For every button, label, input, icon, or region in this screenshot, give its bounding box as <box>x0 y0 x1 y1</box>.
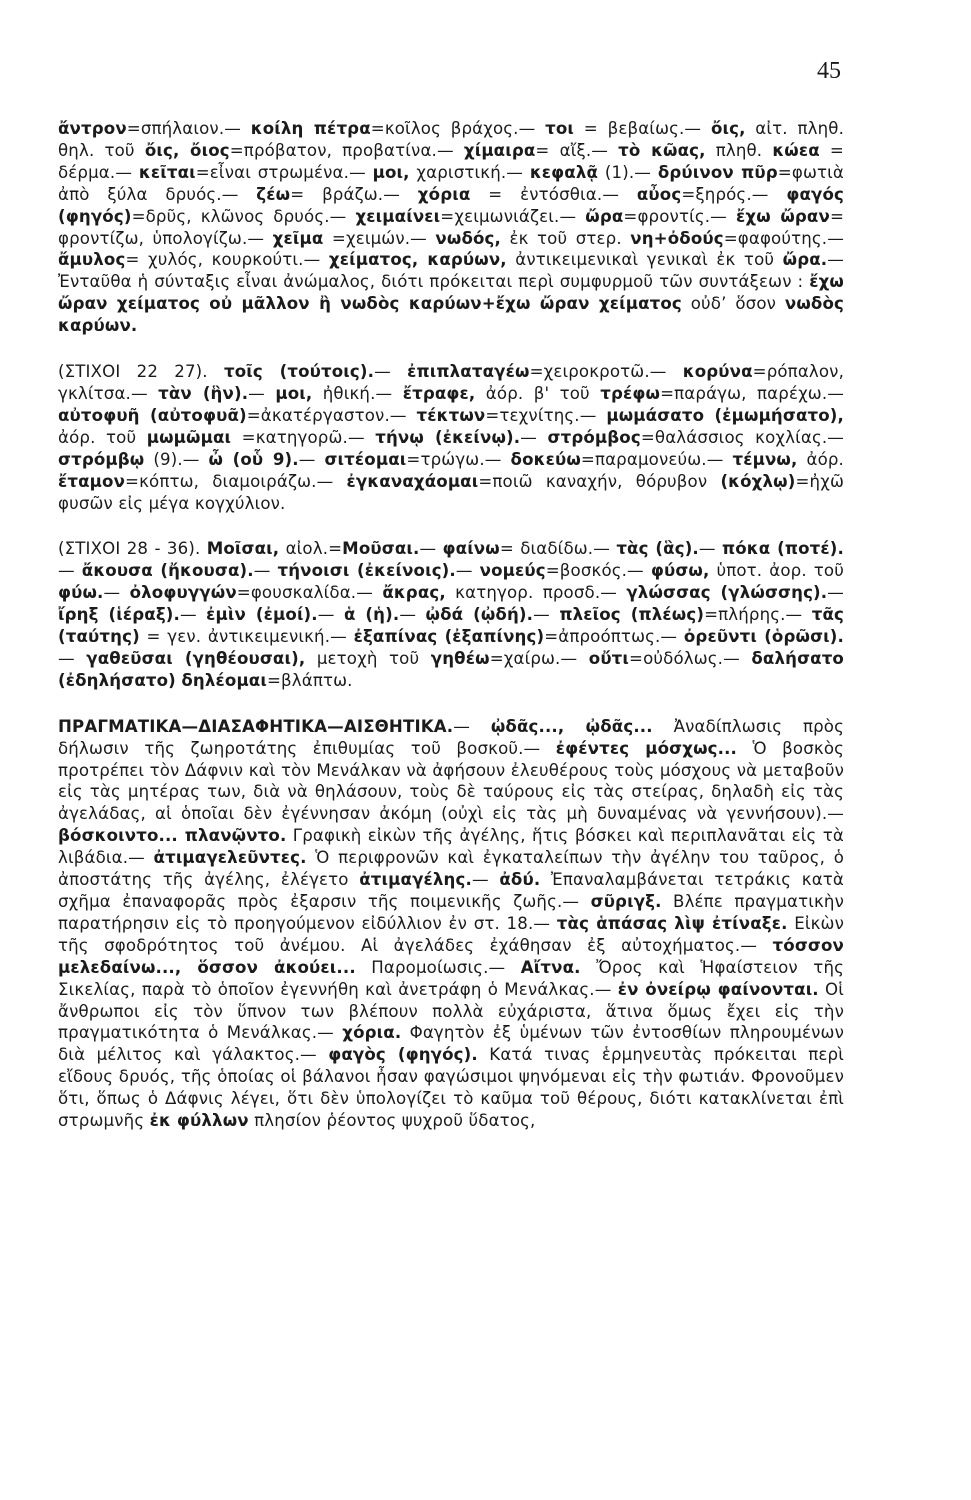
text-run: = αἴξ.— <box>535 140 619 160</box>
text-run: ἀόρ. τοῦ <box>58 427 147 447</box>
bold-term: τὸ κῶας, <box>618 140 706 160</box>
bold-term: ἔταμον <box>58 471 126 491</box>
text-run: — <box>453 716 491 736</box>
bold-term: γηθέω <box>430 648 490 668</box>
bold-term: τὰς (ἃς). <box>616 539 699 559</box>
text-run: = χυλός, κουρκούτι.— <box>125 250 329 270</box>
paragraph-verses-28-36 <box>58 538 844 691</box>
text-run: =κατηγορῶ.— <box>231 427 376 447</box>
text-run: — <box>419 539 443 559</box>
bold-term: φύω. <box>58 583 104 603</box>
text-run: — <box>374 362 408 382</box>
text-run: =κοῖλος βράχος.— <box>370 119 546 138</box>
text-run: — <box>58 648 87 668</box>
bold-term: ὤρα. <box>782 250 828 270</box>
text-run: κατηγορ. προσδ.— <box>445 583 627 603</box>
bold-term: δρύινον πῦρ <box>657 162 778 182</box>
bold-term: τρέφω <box>600 383 661 403</box>
bold-term: κοίλη πέτρα <box>250 119 371 138</box>
bold-term: τήνοισι (ἐκείνοις). <box>277 561 456 581</box>
bold-term: φύσω, <box>650 561 710 581</box>
text-run: = ἐντόσθια.— <box>470 184 637 204</box>
text-run: Ὁ περιφρονῶν καὶ ἐγκαταλείπων τὴν ἀγέλην του ταῦρος, ὁ ἀποστάτης τῆς ἀγέλης, ἐλέγετο <box>58 848 844 890</box>
bold-term: νωδὸς καρύων. <box>58 294 844 336</box>
text-run: = φροντίζω, ὑπολογίζω.— <box>58 206 844 248</box>
bold-term: φαίνω <box>442 539 500 559</box>
text-run: — <box>520 427 548 447</box>
bold-term: χίμαιρα <box>463 140 536 160</box>
text-run: =πλήρης.— <box>704 605 812 625</box>
bold-term: τοι <box>545 119 575 138</box>
text-run: =εἶναι στρωμένα.— <box>195 162 373 182</box>
text-run: — <box>317 605 344 625</box>
text-run: =ἀπροόπτως.— <box>544 627 684 647</box>
bold-term: αὖος <box>636 184 682 204</box>
text-run: =παραμονεύω.— <box>580 449 733 469</box>
text-run: — <box>179 605 207 625</box>
bold-term: ὤρα <box>585 206 624 226</box>
paragraph-glossary-verses-1-21 <box>58 118 844 337</box>
text-run: =τεχνίτης.— <box>485 405 607 425</box>
bold-term: οὔτι <box>588 648 630 668</box>
text-run: πλησίον ῥέοντος ψυχροῦ ὕδατος, <box>248 1111 536 1131</box>
text-run: Βλέπε πραγματικὴν παρατήρησιν εἰς τὸ προηγούμενον εἰδύλλιον ἐν στ. 18.— <box>58 892 844 933</box>
text-run: (ΣΤΙΧΟΙ 22 27). <box>58 362 224 382</box>
text-run: — <box>827 583 844 603</box>
bold-term: ὦ (οὗ 9). <box>208 449 299 469</box>
page-number: 45 <box>817 58 841 84</box>
bold-term: (κόχλῳ) <box>720 471 796 491</box>
bold-term: πλεῖος (πλέως) <box>559 605 705 625</box>
text-run: =φουσκαλίδα.— <box>236 583 383 603</box>
text-run: =ἠχῶ φυσῶν εἰς μέγα κογχύλιον. <box>58 471 844 513</box>
text-run: =κόπτω, διαμοιράζω.— <box>125 471 347 491</box>
bold-term: ΠΡΑΓΜΑΤΙΚΑ—ΔΙΑΣΑΦΗΤΙΚΑ—ΑΙΣΘΗΤΙΚΑ. <box>58 716 454 736</box>
text-run: μετοχὴ τοῦ <box>305 648 431 668</box>
text-run: — Ἐνταῦθα ἡ σύνταξις εἶναι ἀνώμαλος, διότι πρόκειται περὶ συμφυρμοῦ τῶν συντάξεων : <box>58 250 845 292</box>
bold-term: χεῖμα <box>272 228 324 248</box>
bold-term: τέκτων <box>416 405 486 425</box>
bold-term: ἄκουσα (ἤκουσα). <box>81 561 254 581</box>
bold-term: κώεα <box>772 140 820 160</box>
text-run: Κατά τινας ἑρμηνευτὰς πρόκειται περὶ εἴδους δρυός, τῆς ὁποίας οἱ βάλανοι ἦσαν φαγώσιμοι ψηνόμεναι εἰς τὴν φωτιάν. Φρονοῦμεν ὅτι, ὅπως ὁ Δάφνις λέγει, ὅτι δὲν ὑπολογίζει τὸ καῦμα τοῦ θέρους, διότι κατακλίνεται ἐπὶ στρωμνῆς <box>58 1045 844 1131</box>
text-run: =θαλάσσιος κοχλίας.— <box>640 427 844 447</box>
text-run: χαριστική.— <box>409 162 530 182</box>
bold-term: ἐφέντες μόσχως... <box>555 738 737 758</box>
text-run: =χειροκροτῶ.— <box>529 362 683 382</box>
text-run: =δρῦς, κλῶνος δρυός.— <box>131 206 356 226</box>
text-run: =βοσκός.— <box>545 561 651 581</box>
bold-term: δαλήσατο (ἐδηλήσατο) <box>58 648 844 690</box>
text-run: — <box>399 605 426 625</box>
bold-term: ὄις, <box>710 119 746 138</box>
text-run: (9).— <box>144 449 209 469</box>
bold-term: ὀρεῦντι (ὁρῶσι). <box>683 627 844 647</box>
text-run: Φαγητὸν ἐξ ὑμένων τῶν ἐντοσθίων πληρουμένων διὰ μέλιτος καὶ γάλακτος.— <box>58 1023 844 1065</box>
bold-term: φαγός (φηγός) <box>58 184 844 226</box>
bold-term: χείματος, καρύων, <box>328 250 507 270</box>
bold-term: τέμνω, <box>732 449 798 469</box>
bold-term: ἐξαπίνας (ἐξαπίνης) <box>353 627 545 647</box>
text-run: — <box>455 561 480 581</box>
bold-term: ἐγκαναχάομαι <box>346 471 479 491</box>
text-run: = βράζω.— <box>290 184 418 204</box>
text-run: — <box>298 449 325 469</box>
bold-term: ᾠδᾶς..., ᾠδᾶς... <box>490 716 653 736</box>
text-run: Ὄρος καὶ Ἡφαίστειον τῆς Σικελίας, παρὰ τὸ ὁποῖον ἐγεννήθη καὶ ἀνετράφη ὁ Μενάλκας.— <box>58 957 844 999</box>
bold-term: χόρια <box>417 184 471 204</box>
text-run: πληθ. <box>705 140 773 160</box>
text-run: =ποιῶ καναχήν, θόρυβον <box>478 471 721 491</box>
text-run: Οἱ ἄνθρωποι εἰς τὸν ὕπνον των βλέπουν πολλὰ εὐχάριστα, ἅτινα ὅμως ἔχει εἰς τὴν πραγματικότητα ὁ Μενάλκας.— <box>58 979 844 1043</box>
text-run: — <box>103 583 130 603</box>
paragraph-commentary <box>58 716 844 1132</box>
bold-term: ἔχω ὤραν χείματος οὐ μᾶλλον ἢ νωδὸς καρύων+ἔχω ὤραν χείματος <box>58 272 844 314</box>
text-run: (ΣΤΙΧΟΙ 28 - 36). <box>58 539 207 559</box>
bold-term: στρόμβος <box>547 427 641 447</box>
text-run: αἰολ.= <box>279 539 343 559</box>
paragraph-verses-22-27 <box>58 361 844 514</box>
bold-term: ᾠδά (ᾠδή). <box>425 605 534 625</box>
text-run: = δέρμα.— <box>58 140 844 182</box>
bold-term: ἀτιμαγελεῦντες. <box>153 848 307 868</box>
text-run: ἠθική.— <box>312 383 403 403</box>
text-run: Ἀναδίπλωσις πρὸς δήλωσιν τῆς ζωηροτάτης ἐπιθυμίας τοῦ βοσκοῦ.— <box>58 716 844 758</box>
bold-term: τὰς ἁπάσας λὶψ ἐτίναξε. <box>556 913 788 933</box>
bold-term: στρόμβῳ <box>58 449 145 469</box>
bold-term: Αἴτνα. <box>520 957 581 977</box>
text-run: οὐδ’ ὅσον <box>681 294 785 314</box>
bold-term: ἐκ φύλλων <box>149 1111 249 1131</box>
bold-term: τοῖς (τούτοις). <box>223 362 375 382</box>
bold-term: δοκεύω <box>510 449 581 469</box>
bold-term: μοι, <box>372 162 410 182</box>
bold-term: Μοῖσαι, <box>206 539 280 559</box>
bold-term: ἀδύ. <box>499 870 541 890</box>
text-run: =φωτιὰ ἀπὸ ξύλα δρυός.— <box>58 162 844 204</box>
bold-term: σιτέομαι <box>324 449 407 469</box>
bold-term: ἀτιμαγέλης. <box>359 870 472 890</box>
text-run: Ἐπαναλαμβάνεται τετράκις κατὰ σχῆμα ἐπαναφορᾶς πρὸς ἐξαρσιν τῆς ποιμενικῆς ζωῆς.— <box>58 870 845 911</box>
bold-term: ἔχω ὤραν <box>735 206 830 226</box>
bold-term: ὀλοφυγγών <box>129 583 237 603</box>
text-run: =βλάπτω. <box>266 670 353 690</box>
bold-term: μωμάσατο (ἐμωμήσατο), <box>606 405 844 425</box>
bold-term: φαγὸς (φηγός). <box>328 1045 478 1065</box>
bold-term: χειμαίνει <box>355 206 441 226</box>
text-run: — <box>253 561 278 581</box>
bold-term: αὐτοφυῆ (αὐτοφυᾶ) <box>58 405 247 425</box>
text-run: =σπήλαιον.— <box>126 119 251 138</box>
bold-term: νωδός, <box>435 228 501 248</box>
text-run: =φροντίς.— <box>623 206 736 226</box>
bold-term: τόσσον μελεδαίνω..., ὅσσον ἀκούει... <box>58 935 844 977</box>
bold-term: ἄμυλος <box>58 250 126 270</box>
text-run: Γραφικὴ εἰκὼν τῆς ἀγέλης, ἥτις βόσκει καὶ περιπλανᾶται εἰς τὰ λιβάδια.— <box>58 826 844 868</box>
text-run: — <box>533 605 560 625</box>
text-run: Ὁ βοσκὸς προτρέπει τὸν Δάφνιν καὶ τὸν Μενάλκαν νὰ ἀφήσουν ἐλευθέρους τοὺς μόσχους νὰ μεταβοῦν εἰς τὰς μητέρας των, διὰ νὰ θηλάσουν, τοὺς δὲ ταύρους εἰς τὰς στείρας, δηλαδὴ εἰς τὰς ἀγελάδας, αἱ ὁποῖαι δὲν ἐγέννησαν ἀκόμη (οὐχὶ εἰς τὰς μὴ δυναμένας νὰ γεννήσουν).— <box>58 738 845 824</box>
bold-term: τήνῳ (ἐκείνῳ). <box>375 427 521 447</box>
text-run: Παρομοίωσις.— <box>355 957 521 977</box>
bold-term: ἔτραφε, <box>402 383 476 403</box>
text-run: ἀντικειμενικαὶ γενικαὶ ἐκ τοῦ <box>506 250 783 270</box>
text-run: =χειμών.— <box>323 228 436 248</box>
bold-term: νη+ὀδούς <box>630 228 724 248</box>
bold-term: πόκα (ποτέ). <box>721 539 844 559</box>
bold-term: ζέω <box>256 184 291 204</box>
bold-term: χόρια. <box>342 1023 402 1043</box>
text-run: ἀόρ. β' τοῦ <box>475 383 601 403</box>
bold-term: γαθεῦσαι (γηθέουσαι), <box>86 648 306 668</box>
body-text <box>58 118 844 1132</box>
bold-term: ἐμὶν (ἐμοί). <box>206 605 318 625</box>
text-run: ὑποτ. ἀορ. τοῦ <box>709 561 844 581</box>
bold-term: κεφαλᾷ <box>529 162 599 182</box>
text-run: =ξηρός.— <box>681 184 787 204</box>
bold-term: ὄις, ὄιος <box>144 140 230 160</box>
text-run: =ρόπαλον, γκλίτσα.— <box>58 362 845 403</box>
bold-term: μωμῶμαι <box>146 427 232 447</box>
bold-term: τᾶς (ταύτης) <box>58 605 845 647</box>
text-run: αἰτ. πληθ. θηλ. τοῦ <box>58 119 844 160</box>
text-run: = διαδίδω.— <box>499 539 617 559</box>
text-run: =ἀκατέργαστον.— <box>246 405 417 425</box>
bold-term: κεῖται <box>138 162 196 182</box>
bold-term: νομεύς <box>479 561 546 581</box>
text-run: ἐκ τοῦ στερ. <box>501 228 631 248</box>
bold-term: μοι, <box>275 383 313 403</box>
text-run: — <box>248 383 276 403</box>
bold-term: δηλέομαι <box>181 670 267 690</box>
text-run: =πρόβατον, προβατίνα.— <box>229 140 464 160</box>
bold-term: σῦριγξ. <box>590 892 662 911</box>
bold-term: ἴρηξ (ἱέραξ). <box>58 605 180 625</box>
bold-term: τὰν (ἣν). <box>158 383 249 403</box>
text-run: =οὐδόλως.— <box>629 648 752 668</box>
bold-term: ἐν ὀνείρῳ φαίνονται. <box>617 979 819 999</box>
text-run: — <box>698 539 722 559</box>
text-run: (1).— <box>598 162 658 182</box>
text-run: — <box>58 561 82 581</box>
text-run: =χειμωνιάζει.— <box>440 206 586 226</box>
bold-term: ἄντρον <box>58 119 127 138</box>
bold-term: ἄκρας, <box>382 583 446 603</box>
text-run: = βεβαίως.— <box>574 119 711 138</box>
bold-term: κορύνα <box>682 362 753 382</box>
text-run: =φαφούτης.— <box>723 228 844 248</box>
bold-term: γλώσσας (γλώσσης). <box>626 583 828 603</box>
bold-term: βόσκοιντο... πλανῷντο. <box>58 826 287 846</box>
text-run: =τρώγω.— <box>406 449 511 469</box>
text-run: =χαίρω.— <box>489 648 589 668</box>
bold-term: ἐπιπλαταγέω <box>407 362 530 382</box>
text-run: ἀόρ. <box>797 449 844 469</box>
bold-term: Μοῦσαι. <box>342 539 420 559</box>
text-run: = γεν. ἀντικειμενική.— <box>139 627 354 647</box>
text-run: Εἰκὼν τῆς σφοδρότητος τοῦ ἀνέμου. Αἱ ἀγελάδες ἐχάθησαν ἐξ αὐτοχήματος.— <box>58 913 845 955</box>
text-run: =παράγω, παρέχω.— <box>660 383 845 403</box>
bold-term: ἁ (ἡ). <box>343 605 400 625</box>
text-run: — <box>471 870 500 890</box>
